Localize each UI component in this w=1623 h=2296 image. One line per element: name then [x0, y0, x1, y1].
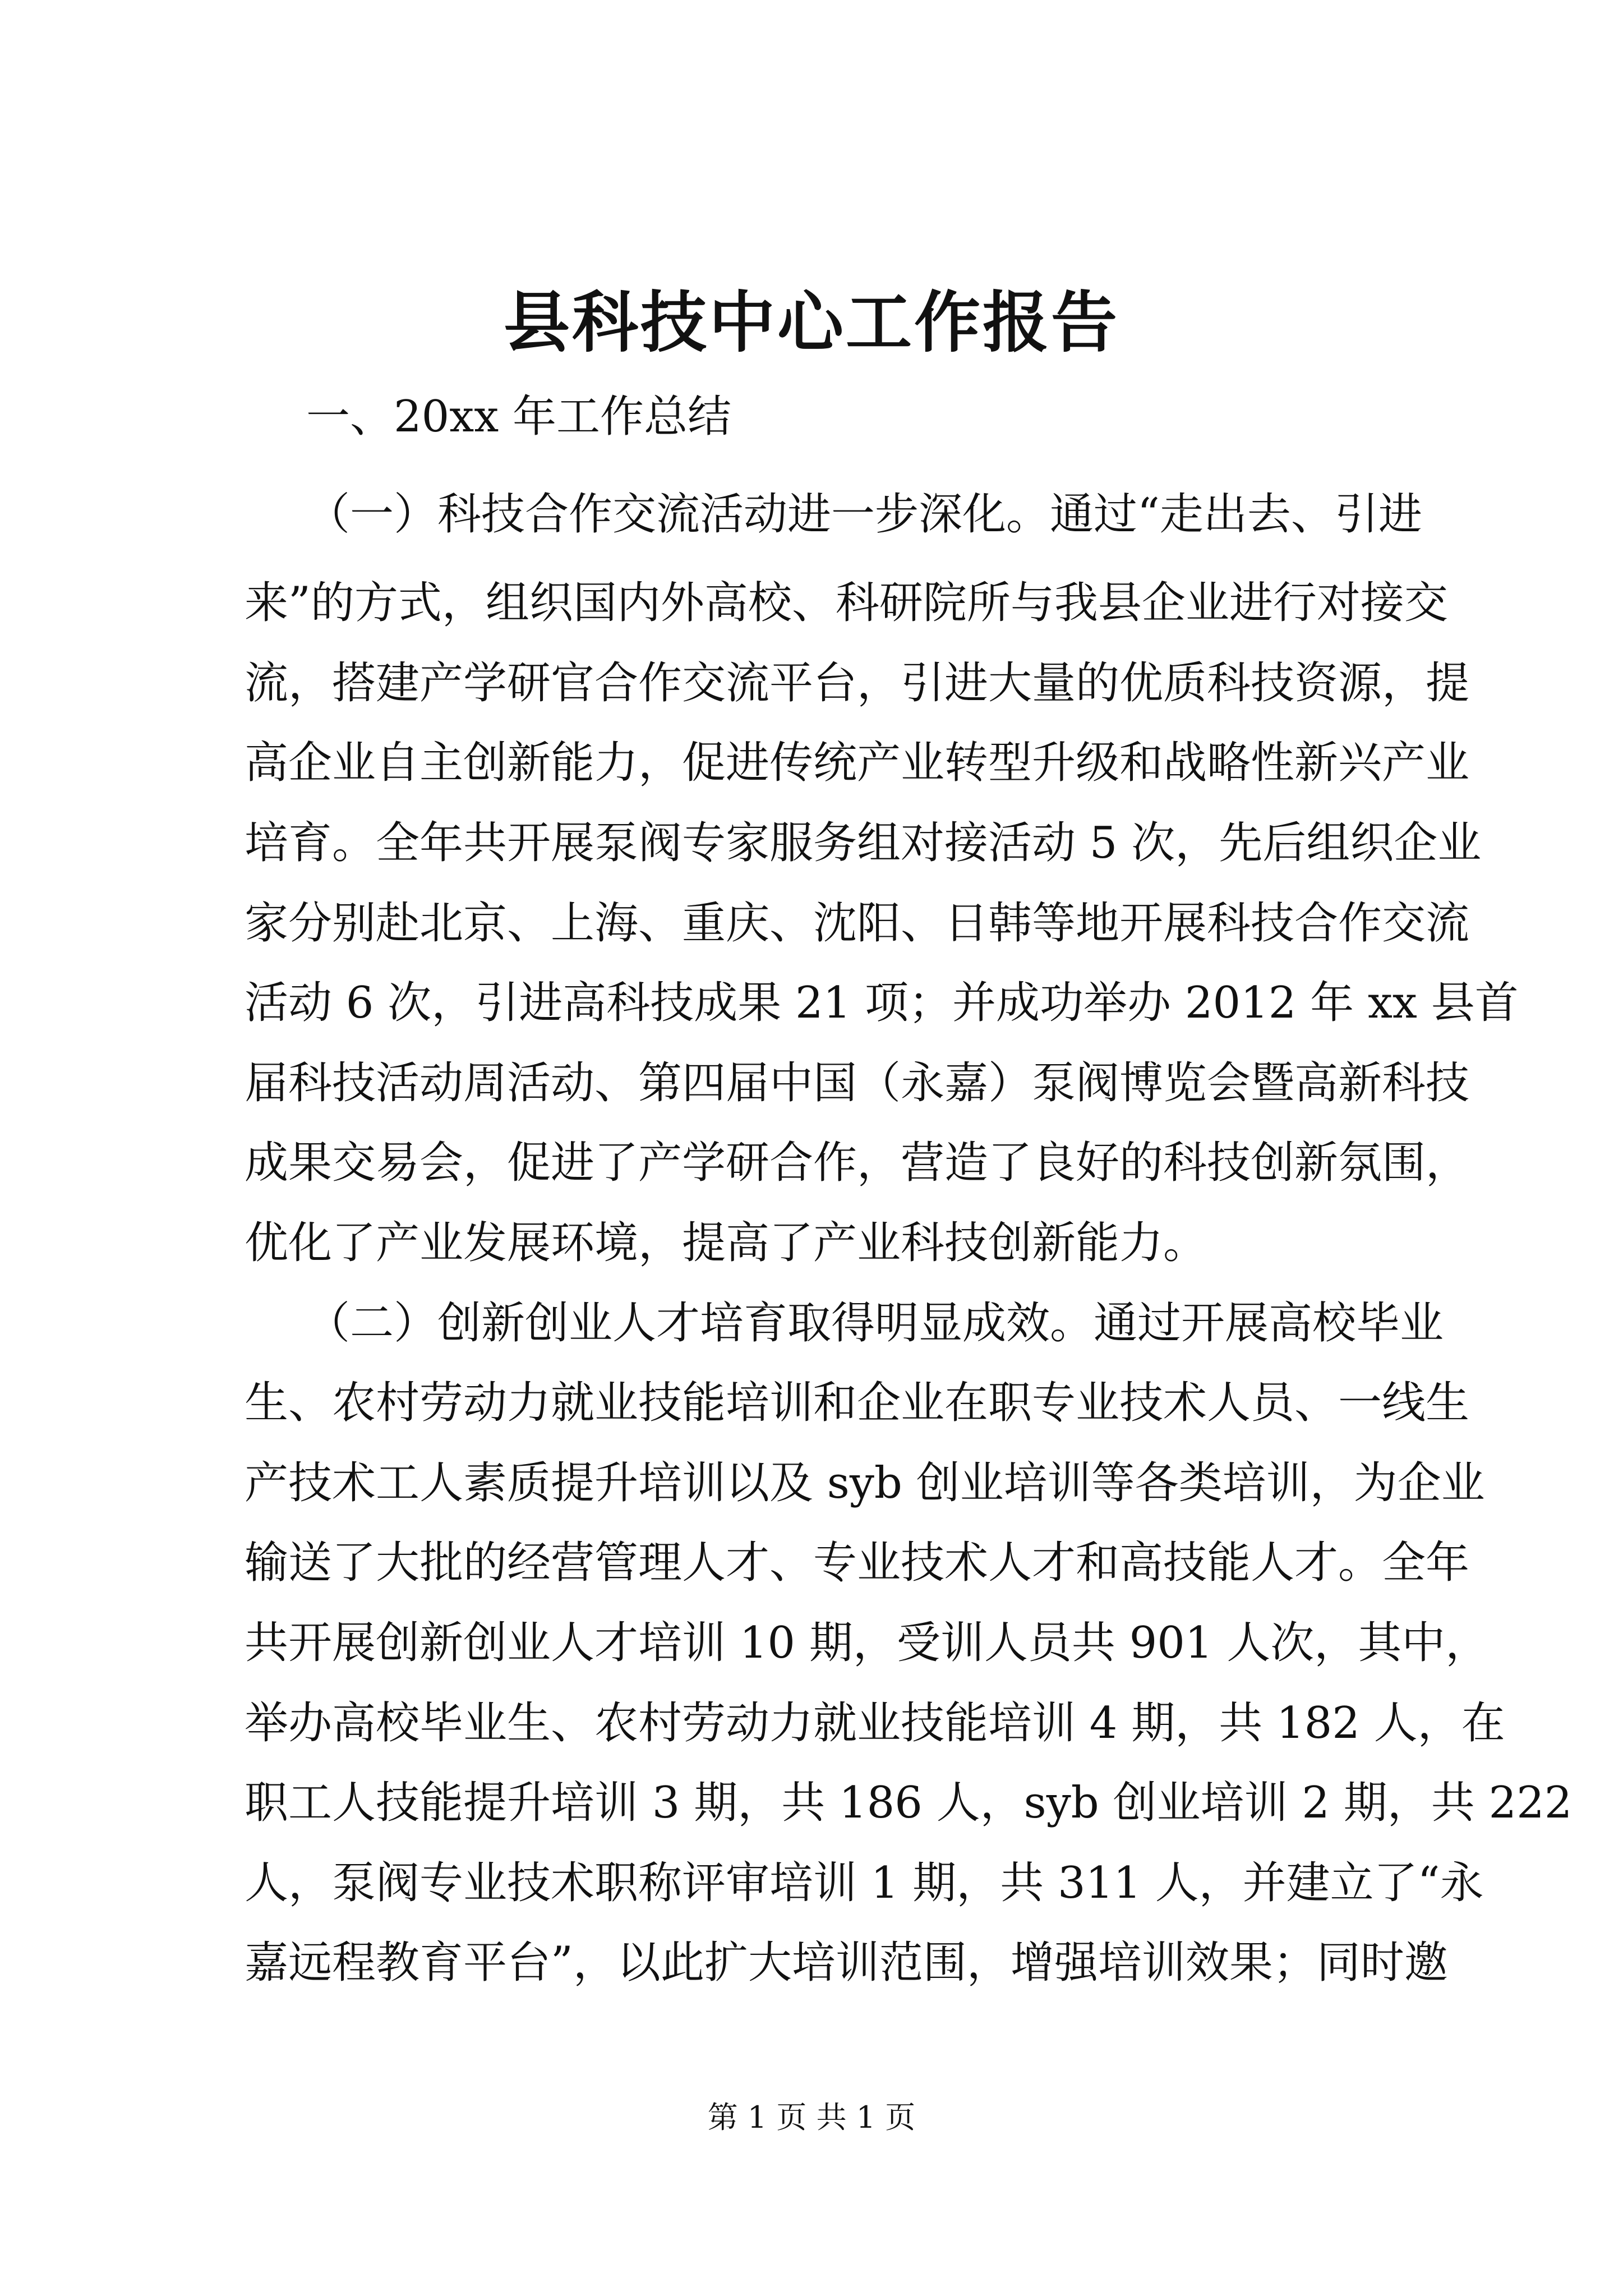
paragraph-2-line-1: （二）创新创业人才培育取得明显成效。通过开展高校毕业: [306, 1298, 1444, 1349]
paragraph-1-line-5: 培育。全年共开展泵阀专家服务组对接活动 5 次，先后组织企业: [245, 818, 1482, 868]
paragraph-2-line-7: 职工人技能提升培训 3 期，共 186 人，syb 创业培训 2 期，共 222: [245, 1778, 1573, 1828]
paragraph-2-line-2: 生、农村劳动力就业技能培训和企业在职专业技术人员、一线生: [245, 1378, 1470, 1428]
paragraph-1-line-1: （一）科技合作交流活动进一步深化。通过“走出去、引进: [306, 489, 1422, 540]
paragraph-2-line-5: 共开展创新创业人才培训 10 期，受训人员共 901 人次，其中，: [245, 1618, 1490, 1668]
paragraph-1-line-7: 活动 6 次，引进高科技成果 21 项；并成功举办 2012 年 xx 县首: [245, 978, 1519, 1028]
paragraph-2-line-6: 举办高校毕业生、农村劳动力就业技能培训 4 期，共 182 人，在: [245, 1698, 1505, 1749]
paragraph-1-line-4: 高企业自主创新能力，促进传统产业转型升级和战略性新兴产业: [245, 738, 1470, 788]
page-footer: 第 1 页 共 1 页: [707, 2100, 916, 2135]
document-title: 县科技中心工作报告: [503, 283, 1119, 361]
paragraph-2-line-3: 产技术工人素质提升培训以及 syb 创业培训等各类培训，为企业: [245, 1458, 1485, 1508]
paragraph-1-line-9: 成果交易会，促进了产学研合作，营造了良好的科技创新氛围，: [245, 1138, 1470, 1188]
paragraph-1-line-8: 届科技活动周活动、第四届中国（永嘉）泵阀博览会暨高新科技: [245, 1058, 1470, 1108]
paragraph-1-line-6: 家分别赴北京、上海、重庆、沈阳、日韩等地开展科技合作交流: [245, 898, 1470, 949]
section-heading: 一、20xx 年工作总结: [306, 392, 732, 442]
paragraph-2-line-9: 嘉远程教育平台”，以此扩大培训范围，增强培训效果；同时邀: [245, 1938, 1448, 1988]
paragraph-1-line-10: 优化了产业发展环境，提高了产业科技创新能力。: [245, 1218, 1207, 1268]
paragraph-2-line-4: 输送了大批的经营管理人才、专业技术人才和高技能人才。全年: [245, 1538, 1470, 1588]
paragraph-2-line-8: 人，泵阀专业技术职称评审培训 1 期，共 311 人，并建立了“永: [245, 1858, 1484, 1908]
paragraph-1-line-3: 流，搭建产学研官合作交流平台，引进大量的优质科技资源，提: [245, 658, 1470, 708]
paragraph-1-line-2: 来”的方式，组织国内外高校、科研院所与我县企业进行对接交: [245, 578, 1448, 628]
